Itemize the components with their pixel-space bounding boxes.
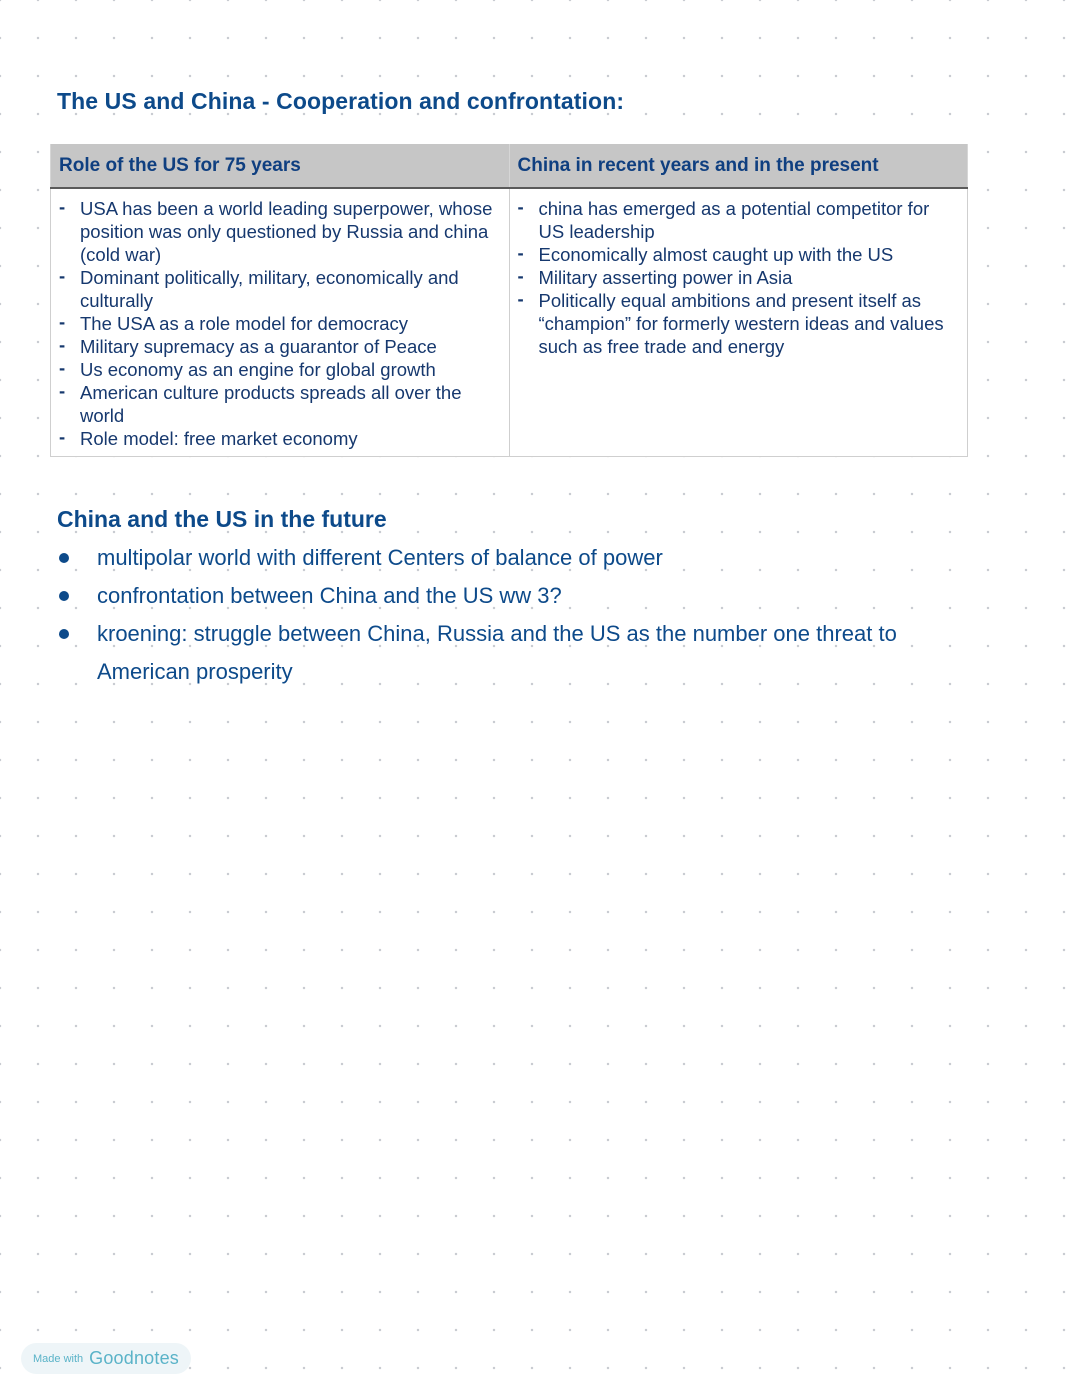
dash-icon: - bbox=[59, 334, 66, 355]
table-header-china-present: China in recent years and in the present bbox=[509, 144, 968, 188]
bullet-icon bbox=[59, 591, 69, 601]
list-item: - Military asserting power in Asia bbox=[517, 265, 793, 288]
us-role-cell bbox=[51, 188, 510, 457]
list-item: kroening: struggle between China, Russia and the US as the number one threat to American prosperity bbox=[57, 615, 967, 691]
page-title: The US and China - Cooperation and confrontation: bbox=[57, 88, 625, 114]
watermark-prefix: Made with bbox=[33, 1352, 84, 1365]
comparison-table bbox=[50, 144, 968, 457]
list-item: - USA has been a world leading superpower, whose position was only questioned by Russia and china (cold war) bbox=[59, 196, 493, 265]
dash-icon: - bbox=[517, 242, 524, 263]
list-item: - Dominant politically, military, economically and culturally bbox=[59, 265, 459, 311]
us-role-list bbox=[59, 197, 501, 450]
goodnotes-logo: Goodnotes bbox=[89, 1348, 180, 1368]
list-item: - Military supremacy as a guarantor of Peace bbox=[59, 334, 437, 357]
list-item: - china has emerged as a potential competitor for US leadership bbox=[517, 196, 930, 242]
dash-icon: - bbox=[517, 288, 524, 309]
list-item: - American culture products spreads all over the world bbox=[59, 380, 462, 426]
dash-icon: - bbox=[59, 311, 66, 332]
list-item: - The USA as a role model for democracy bbox=[59, 311, 409, 334]
dash-icon: - bbox=[59, 196, 66, 217]
future-section-title: China and the US in the future bbox=[57, 506, 387, 532]
bullet-icon bbox=[59, 553, 69, 563]
list-item: - Economically almost caught up with the US bbox=[517, 242, 894, 265]
table-header-row bbox=[51, 144, 968, 188]
dash-icon: - bbox=[517, 265, 524, 286]
bullet-icon bbox=[59, 629, 69, 639]
dash-icon: - bbox=[59, 380, 66, 401]
future-bullet-list bbox=[57, 539, 967, 691]
list-item: - Role model: free market economy bbox=[59, 426, 358, 449]
table-row bbox=[51, 188, 968, 457]
list-item: confrontation between China and the US ww 3? bbox=[57, 577, 967, 615]
list-item: multipolar world with different Centers of balance of power bbox=[57, 539, 967, 577]
dash-icon: - bbox=[59, 426, 66, 447]
china-present-list bbox=[518, 197, 960, 358]
table-header-us-role: Role of the US for 75 years bbox=[51, 144, 510, 188]
dash-icon: - bbox=[59, 265, 66, 286]
dash-icon: - bbox=[59, 357, 66, 378]
list-item: - Politically equal ambitions and present itself as “champion” for formerly western ideas and values such as free trade and energy bbox=[517, 288, 944, 357]
china-present-cell bbox=[509, 188, 968, 457]
goodnotes-watermark bbox=[21, 1343, 191, 1374]
list-item: - Us economy as an engine for global growth bbox=[59, 357, 436, 380]
dash-icon: - bbox=[517, 196, 524, 217]
